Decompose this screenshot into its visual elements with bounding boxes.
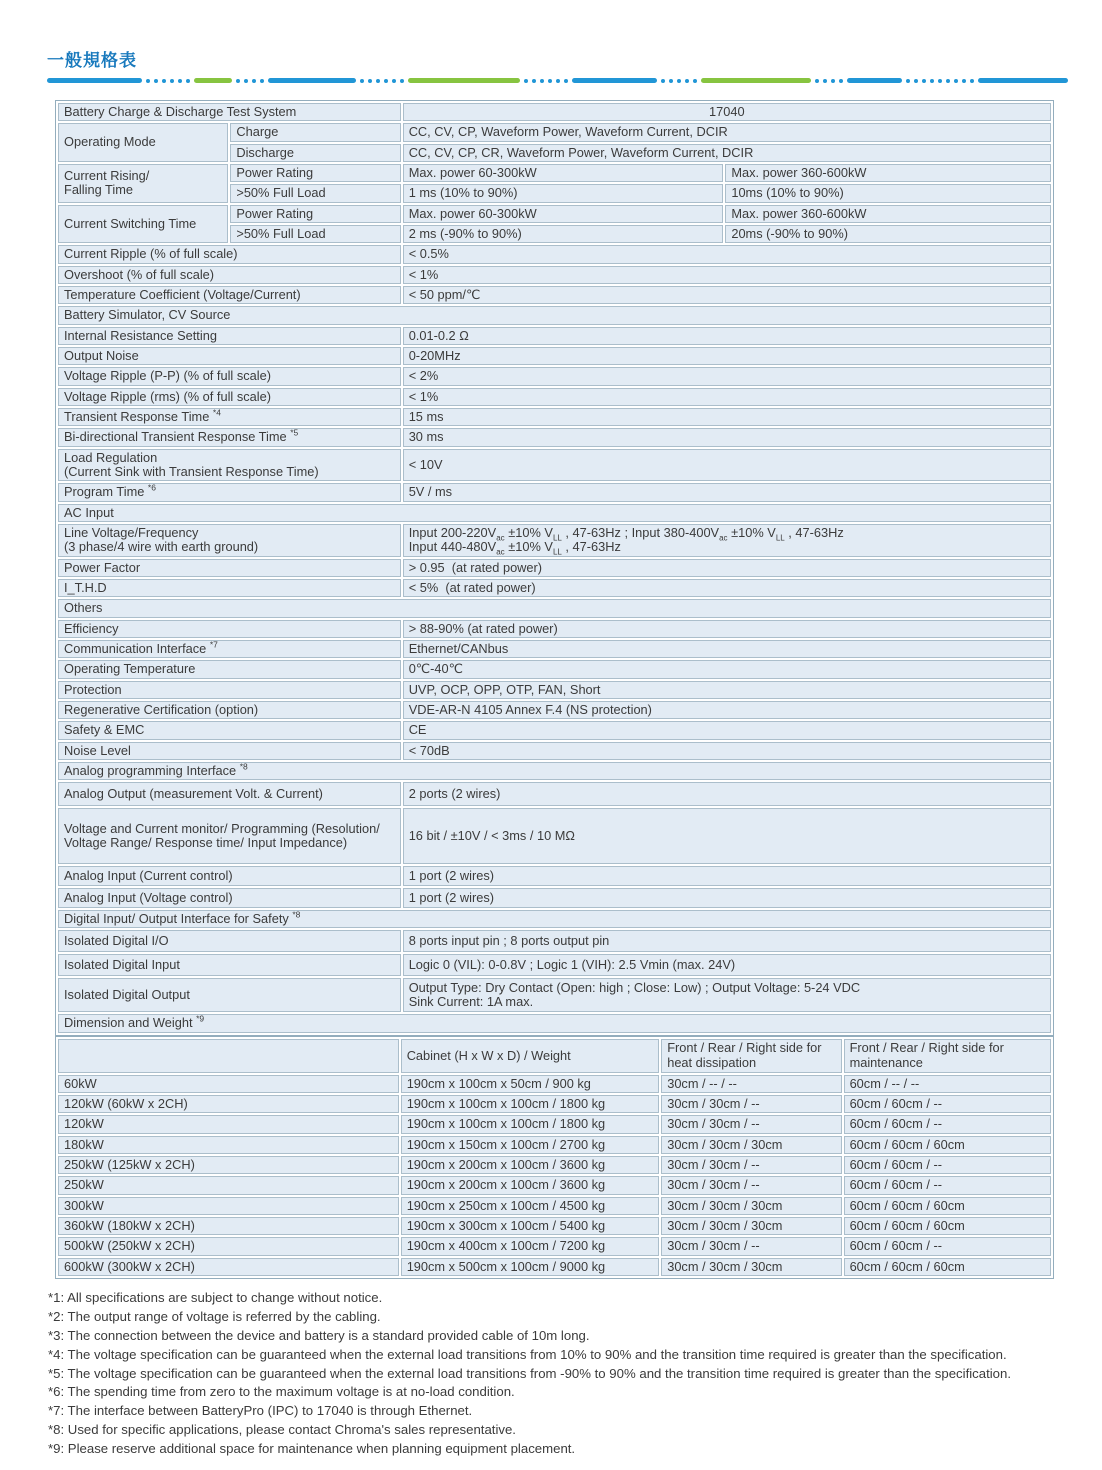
table-cell: VDE-AR-N 4105 Annex F.4 (NS protection) — [403, 701, 1051, 719]
divider-bar — [978, 78, 1068, 83]
footnote: *5: The voltage specification can be guaranteed when the external load transitions from -90% to 90% and the transition time required is greater than the specification. — [48, 1365, 1012, 1381]
column-header: Cabinet (H x W x D) / Weight — [401, 1039, 660, 1073]
table-row — [58, 559, 1051, 577]
divider-dot — [186, 79, 190, 83]
divider-dot — [384, 79, 388, 83]
table-cell: 1 port (2 wires) — [403, 888, 1051, 908]
table-row — [58, 1258, 1051, 1276]
table-cell: >50% Full Load — [230, 225, 400, 243]
table-cell: Discharge — [230, 144, 400, 162]
table-cell: CE — [403, 721, 1051, 739]
table-cell: Overshoot (% of full scale) — [58, 266, 401, 284]
table-cell: < 0.5% — [403, 245, 1051, 263]
table-cell: 30cm / 30cm / -- — [661, 1115, 841, 1133]
table-row — [58, 930, 1051, 952]
table-cell: 30 ms — [403, 428, 1051, 446]
diagonal-header-cell — [58, 1039, 399, 1073]
table-row — [58, 599, 1051, 617]
divider-dot — [823, 79, 827, 83]
table-row — [58, 388, 1051, 406]
table-cell: 2 ports (2 wires) — [403, 782, 1051, 806]
table-cell: 15 ms — [403, 408, 1051, 426]
table-cell: Line Voltage/Frequency (3 phase/4 wire with earth ground) — [58, 524, 401, 557]
table-cell: Current Ripple (% of full scale) — [58, 245, 401, 263]
table-row — [58, 504, 1051, 522]
divider-dot — [970, 79, 974, 83]
table-cell: 360kW (180kW x 2CH) — [58, 1217, 399, 1235]
divider-dot — [524, 79, 528, 83]
table-cell: < 50 ppm/℃ — [403, 286, 1051, 304]
table-cell: 60cm / 60cm / 60cm — [844, 1217, 1051, 1235]
table-cell: 60cm / 60cm / -- — [844, 1156, 1051, 1174]
table-cell: Internal Resistance Setting — [58, 327, 401, 345]
table-cell: Analog Output (measurement Volt. & Current) — [58, 782, 401, 806]
column-header: Front / Rear / Right side for maintenance — [844, 1039, 1051, 1073]
table-cell: Regenerative Certification (option) — [58, 701, 401, 719]
table-cell: 60cm / 60cm / -- — [844, 1176, 1051, 1194]
table-cell: 1 port (2 wires) — [403, 866, 1051, 886]
divider-bar — [701, 78, 811, 83]
table-cell: Isolated Digital Input — [58, 954, 401, 976]
divider-dot — [556, 79, 560, 83]
divider-dot — [532, 79, 536, 83]
table-cell: 20ms (-90% to 90%) — [725, 225, 1051, 243]
divider-dot — [154, 79, 158, 83]
table-cell: Analog Input (Voltage control) — [58, 888, 401, 908]
divider-dot — [661, 79, 665, 83]
divider-dot — [669, 79, 673, 83]
table-cell: Program Time $^{*6}$ — [58, 483, 401, 501]
table-row — [58, 1115, 1051, 1133]
table-row — [58, 103, 1051, 121]
table-cell: Max. power 60-300kW — [403, 164, 724, 182]
table-cell: Bi-directional Transient Response Time $^{*5}$ — [58, 428, 401, 446]
footnotes — [48, 1289, 1061, 1459]
table-row — [58, 701, 1051, 719]
table-row — [58, 408, 1051, 426]
table-row — [58, 1217, 1051, 1235]
table-row — [58, 245, 1051, 263]
table-row — [58, 978, 1051, 1012]
table-row — [58, 1156, 1051, 1174]
table-cell: 30cm / 30cm / 30cm — [661, 1197, 841, 1215]
table-cell: Power Rating — [230, 164, 400, 182]
section-header: AC Input — [58, 504, 1051, 522]
table-row — [58, 1014, 1051, 1032]
dimension-table — [55, 1036, 1054, 1279]
table-cell: 60cm / -- / -- — [844, 1075, 1051, 1093]
table-cell: Ethernet/CANbus — [403, 640, 1051, 658]
table-cell: 190cm x 200cm x 100cm / 3600 kg — [401, 1156, 660, 1174]
table-cell: Voltage and Current monitor/ Programming (Resolution/ Voltage Range/ Response time/ Input Impedance) — [58, 808, 401, 864]
table-cell: Communication Interface $^{*7}$ — [58, 640, 401, 658]
column-header: Front / Rear / Right side for heat dissipation — [661, 1039, 841, 1073]
table-row — [58, 367, 1051, 385]
table-row — [58, 483, 1051, 501]
table-cell: 190cm x 100cm x 100cm / 1800 kg — [401, 1095, 660, 1113]
divider-dot — [962, 79, 966, 83]
table-row — [58, 742, 1051, 760]
table-row — [58, 164, 1051, 182]
table-row — [58, 866, 1051, 886]
table-cell: 5V / ms — [403, 483, 1051, 501]
table-cell: Logic 0 (VIL): 0-0.8V ; Logic 1 (VIH): 2.5 Vmin (max. 24V) — [403, 954, 1051, 976]
table-row — [58, 327, 1051, 345]
table-cell: Max. power 360-600kW — [725, 205, 1051, 223]
table-cell: 30cm / 30cm / 30cm — [661, 1217, 841, 1235]
table-cell: 0℃-40℃ — [403, 660, 1051, 678]
table-cell: Power Rating — [230, 205, 400, 223]
footnote: *6: The spending time from zero to the maximum voltage is at no-load condition. — [48, 1384, 515, 1400]
table-row — [58, 205, 1051, 223]
divider-dot — [693, 79, 697, 83]
table-cell: 60cm / 60cm / -- — [844, 1237, 1051, 1255]
divider-dot — [930, 79, 934, 83]
table-row — [58, 306, 1051, 324]
table-cell: < 10V — [403, 449, 1051, 482]
divider-bar — [47, 78, 142, 83]
divider-bar — [847, 78, 902, 83]
table-cell: 600kW (300kW x 2CH) — [58, 1258, 399, 1276]
table-row — [58, 640, 1051, 658]
table-cell: > 0.95 (at rated power) — [403, 559, 1051, 577]
table-cell: >50% Full Load — [230, 184, 400, 202]
table-cell: UVP, OCP, OPP, OTP, FAN, Short — [403, 681, 1051, 699]
footnote: *3: The connection between the device and battery is a standard provided cable of 10m long. — [48, 1327, 590, 1343]
spec-table — [55, 100, 1054, 1036]
model-number: 17040 — [403, 103, 1051, 121]
divider-dot — [922, 79, 926, 83]
table-cell: 500kW (250kW x 2CH) — [58, 1237, 399, 1255]
section-header: Dimension and Weight $^{*9}$ — [58, 1014, 1051, 1032]
table-row — [58, 1237, 1051, 1255]
table-cell: 0-20MHz — [403, 347, 1051, 365]
table-cell: I_T.H.D — [58, 579, 401, 597]
table-cell: Max. power 60-300kW — [403, 205, 724, 223]
table-cell: 190cm x 100cm x 100cm / 1800 kg — [401, 1115, 660, 1133]
divider-dot — [839, 79, 843, 83]
table-row — [58, 1039, 1051, 1073]
table-cell: Max. power 360-600kW — [725, 164, 1051, 182]
divider-dot — [938, 79, 942, 83]
table-cell: 0.01-0.2 Ω — [403, 327, 1051, 345]
table-cell: CC, CV, CP, Waveform Power, Waveform Current, DCIR — [403, 123, 1051, 141]
table-cell: 190cm x 200cm x 100cm / 3600 kg — [401, 1176, 660, 1194]
table-cell: Output Noise — [58, 347, 401, 365]
table-cell: Power Factor — [58, 559, 401, 577]
divider-bar — [408, 78, 520, 83]
table-row — [58, 1176, 1051, 1194]
table-row — [58, 762, 1051, 780]
footnote: *7: The interface between BatteryPro (IPC) to 17040 is through Ethernet. — [48, 1403, 473, 1419]
table-row — [58, 1197, 1051, 1215]
table-cell: 60cm / 60cm / -- — [844, 1115, 1051, 1133]
divider-dot — [162, 79, 166, 83]
table-row — [58, 808, 1051, 864]
divider-bar — [572, 78, 657, 83]
section-header: Battery Simulator, CV Source — [58, 306, 1051, 324]
divider-dot — [564, 79, 568, 83]
table-cell: Efficiency — [58, 620, 401, 638]
table-cell: 120kW (60kW x 2CH) — [58, 1095, 399, 1113]
table-cell: 30cm / 30cm / 30cm — [661, 1136, 841, 1154]
table-cell: 60cm / 60cm / 60cm — [844, 1197, 1051, 1215]
table-row — [58, 347, 1051, 365]
table-row — [58, 620, 1051, 638]
table-cell: 250kW — [58, 1176, 399, 1194]
table-cell: 190cm x 500cm x 100cm / 9000 kg — [401, 1258, 660, 1276]
table-cell: Load Regulation (Current Sink with Transient Response Time) — [58, 449, 401, 482]
table-cell: 30cm / 30cm / -- — [661, 1156, 841, 1174]
table-row — [58, 286, 1051, 304]
table-cell: 190cm x 150cm x 100cm / 2700 kg — [401, 1136, 660, 1154]
table-title: Battery Charge & Discharge Test System — [58, 103, 401, 121]
divider-dot — [914, 79, 918, 83]
table-cell: < 70dB — [403, 742, 1051, 760]
divider-dot — [815, 79, 819, 83]
divider-dot — [360, 79, 364, 83]
table-cell: Current Switching Time — [58, 205, 228, 244]
divider-dot — [260, 79, 264, 83]
divider-bar — [268, 78, 356, 83]
divider-dot — [392, 79, 396, 83]
table-cell: Charge — [230, 123, 400, 141]
table-cell: 300kW — [58, 1197, 399, 1215]
table-row — [58, 954, 1051, 976]
table-cell: 60cm / 60cm / 60cm — [844, 1136, 1051, 1154]
table-row — [58, 888, 1051, 908]
table-cell: 2 ms (-90% to 90%) — [403, 225, 724, 243]
table-cell: < 1% — [403, 388, 1051, 406]
table-cell: Analog Input (Current control) — [58, 866, 401, 886]
divider-dot — [400, 79, 404, 83]
footnote: *1: All specifications are subject to change without notice. — [48, 1290, 383, 1306]
table-cell: 10ms (10% to 90%) — [725, 184, 1051, 202]
table-cell: Input $200-220V_{ac} \pm 10\%$ $V_{LL}$ , 47-63Hz ; Input $380-400V_{ac} \pm 10\%$ $V_{LL}$ , 47-63Hz Input $440-480V_{ac} \pm 10\%$ $V_{LL}$ , 47-63Hz — [403, 524, 1051, 557]
table-cell: 30cm / 30cm / 30cm — [661, 1258, 841, 1276]
table-row — [58, 123, 1051, 141]
table-cell: 30cm / 30cm / -- — [661, 1176, 841, 1194]
footnote: *9: Please reserve additional space for maintenance when planning equipment placement. — [48, 1441, 576, 1457]
table-row — [58, 721, 1051, 739]
divider-dot — [906, 79, 910, 83]
table-cell: Output Type: Dry Contact (Open: high ; Close: Low) ; Output Voltage: 5-24 VDC Sink Current: 1A max. — [403, 978, 1051, 1012]
table-row — [58, 782, 1051, 806]
table-cell: 250kW (125kW x 2CH) — [58, 1156, 399, 1174]
table-cell: 30cm / 30cm / -- — [661, 1237, 841, 1255]
divider-dot — [831, 79, 835, 83]
table-cell: 60cm / 60cm / 60cm — [844, 1258, 1051, 1276]
divider-dot — [178, 79, 182, 83]
footnote: *4: The voltage specification can be guaranteed when the external load transitions from 10% to 90% and the transition time required is greater than the specification. — [48, 1346, 1007, 1362]
divider-dot — [677, 79, 681, 83]
section-header: Digital Input/ Output Interface for Safety $^{*8}$ — [58, 910, 1051, 928]
table-row — [58, 428, 1051, 446]
table-cell: 8 ports input pin ; 8 ports output pin — [403, 930, 1051, 952]
table-cell: > 88-90% (at rated power) — [403, 620, 1051, 638]
table-cell: Operating Temperature — [58, 660, 401, 678]
divider-dot — [252, 79, 256, 83]
table-cell: 190cm x 100cm x 50cm / 900 kg — [401, 1075, 660, 1093]
table-row — [58, 1095, 1051, 1113]
footnote: *8: Used for specific applications, please contact Chroma's sales representative. — [48, 1422, 516, 1438]
table-cell: Voltage Ripple (P-P) (% of full scale) — [58, 367, 401, 385]
table-cell: 190cm x 400cm x 100cm / 7200 kg — [401, 1237, 660, 1255]
table-cell: 30cm / 30cm / -- — [661, 1095, 841, 1113]
divider-dot — [376, 79, 380, 83]
divider-dot — [146, 79, 150, 83]
table-cell: < 1% — [403, 266, 1051, 284]
table-row — [58, 524, 1051, 557]
table-cell: 120kW — [58, 1115, 399, 1133]
divider-dot — [368, 79, 372, 83]
table-cell: < 2% — [403, 367, 1051, 385]
table-row — [58, 660, 1051, 678]
table-cell: Current Rising/ Falling Time — [58, 164, 228, 203]
table-cell: 16 bit / ±10V / < 3ms / 10 MΩ — [403, 808, 1051, 864]
table-cell: 190cm x 250cm x 100cm / 4500 kg — [401, 1197, 660, 1215]
table-cell: Safety & EMC — [58, 721, 401, 739]
divider-dot — [236, 79, 240, 83]
table-cell: Operating Mode — [58, 123, 228, 162]
table-cell: 60cm / 60cm / -- — [844, 1095, 1051, 1113]
table-cell: < 5% (at rated power) — [403, 579, 1051, 597]
section-header: Others — [58, 599, 1051, 617]
divider-dot — [170, 79, 174, 83]
table-cell: Noise Level — [58, 742, 401, 760]
divider-bar — [194, 78, 232, 83]
table-cell: CC, CV, CP, CR, Waveform Power, Waveform Current, DCIR — [403, 144, 1051, 162]
table-cell: 60kW — [58, 1075, 399, 1093]
table-cell: 30cm / -- / -- — [661, 1075, 841, 1093]
divider-dot — [954, 79, 958, 83]
divider-dot — [540, 79, 544, 83]
footnote: *2: The output range of voltage is referred by the cabling. — [48, 1308, 381, 1324]
table-cell: Temperature Coefficient (Voltage/Current) — [58, 286, 401, 304]
decorative-divider — [47, 77, 1058, 84]
table-row — [58, 1075, 1051, 1093]
table-row — [58, 449, 1051, 482]
table-cell: Protection — [58, 681, 401, 699]
divider-dot — [946, 79, 950, 83]
table-cell: Isolated Digital I/O — [58, 930, 401, 952]
table-cell: Isolated Digital Output — [58, 978, 401, 1012]
table-row — [58, 266, 1051, 284]
divider-dot — [685, 79, 689, 83]
table-cell: 190cm x 300cm x 100cm / 5400 kg — [401, 1217, 660, 1235]
page-title: 一般規格表 — [47, 51, 137, 70]
table-row — [58, 579, 1051, 597]
table-cell: 1 ms (10% to 90%) — [403, 184, 724, 202]
table-row — [58, 1136, 1051, 1154]
table-row — [58, 910, 1051, 928]
table-cell: Voltage Ripple (rms) (% of full scale) — [58, 388, 401, 406]
table-cell: 180kW — [58, 1136, 399, 1154]
table-cell: Transient Response Time $^{*4}$ — [58, 408, 401, 426]
table-row — [58, 681, 1051, 699]
section-header: Analog programming Interface $^{*8}$ — [58, 762, 1051, 780]
divider-dot — [548, 79, 552, 83]
divider-dot — [244, 79, 248, 83]
